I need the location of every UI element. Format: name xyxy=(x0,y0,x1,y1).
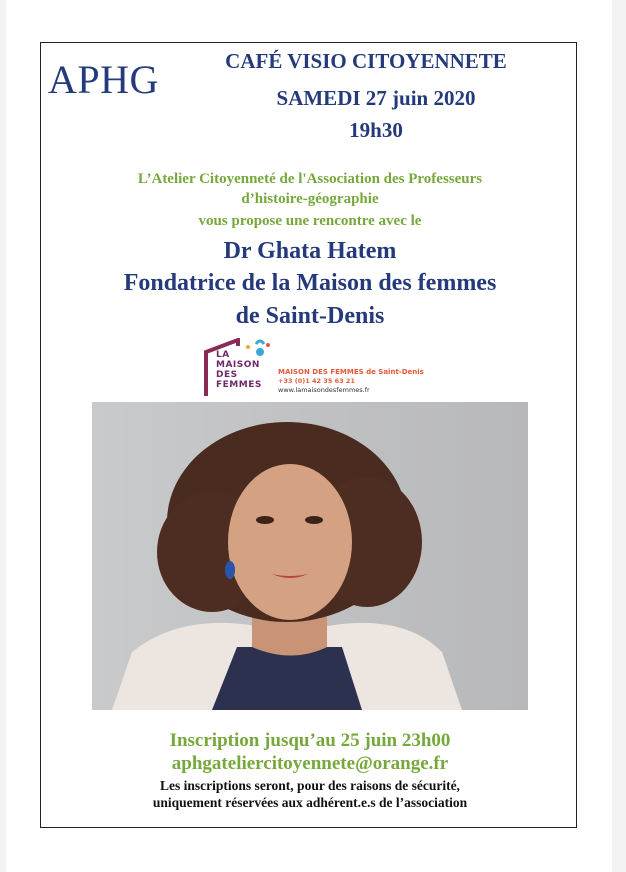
logo-phone: +33 (0)1 42 35 63 21 xyxy=(278,377,355,385)
registration-deadline: Inscription jusqu’au 25 juin 23h00 xyxy=(169,730,451,751)
registration-note-line-2: uniquement réservées aux adhérent.e.s de l’association xyxy=(152,795,468,810)
registration-note-line-1: Les inscriptions seront, pour des raisons de sécurité, xyxy=(160,778,460,793)
logo-wordmark: LA MAISON DES FEMMES xyxy=(216,350,262,390)
logo-org-name: MAISON DES FEMMES de Saint-Denis xyxy=(278,368,424,376)
guest-name: Dr Ghata Hatem xyxy=(223,238,397,264)
guest-portrait-photo xyxy=(92,402,528,710)
event-date: SAMEDI 27 juin 2020 xyxy=(276,86,476,110)
guest-role-line-1: Fondatrice de la Maison des femmes xyxy=(123,270,497,296)
guest-role-line-2: de Saint-Denis xyxy=(235,303,385,329)
event-time: 19h30 xyxy=(349,118,403,142)
intro-line-2: d’histoire-géographie xyxy=(241,191,379,207)
intro-line-1: L’Atelier Citoyenneté de l'Association des Professeurs xyxy=(137,171,483,187)
intro-line-3: vous propose une rencontre avec le xyxy=(198,213,422,229)
org-acronym: APHG xyxy=(48,57,159,102)
logo-website: www.lamaisondesfemmes.fr xyxy=(278,386,370,394)
contact-email[interactable]: aphgateliercitoyennete@orange.fr xyxy=(171,753,449,774)
maison-des-femmes-logo xyxy=(198,338,438,400)
event-title: CAFÉ VISIO CITOYENNETE xyxy=(225,49,507,73)
